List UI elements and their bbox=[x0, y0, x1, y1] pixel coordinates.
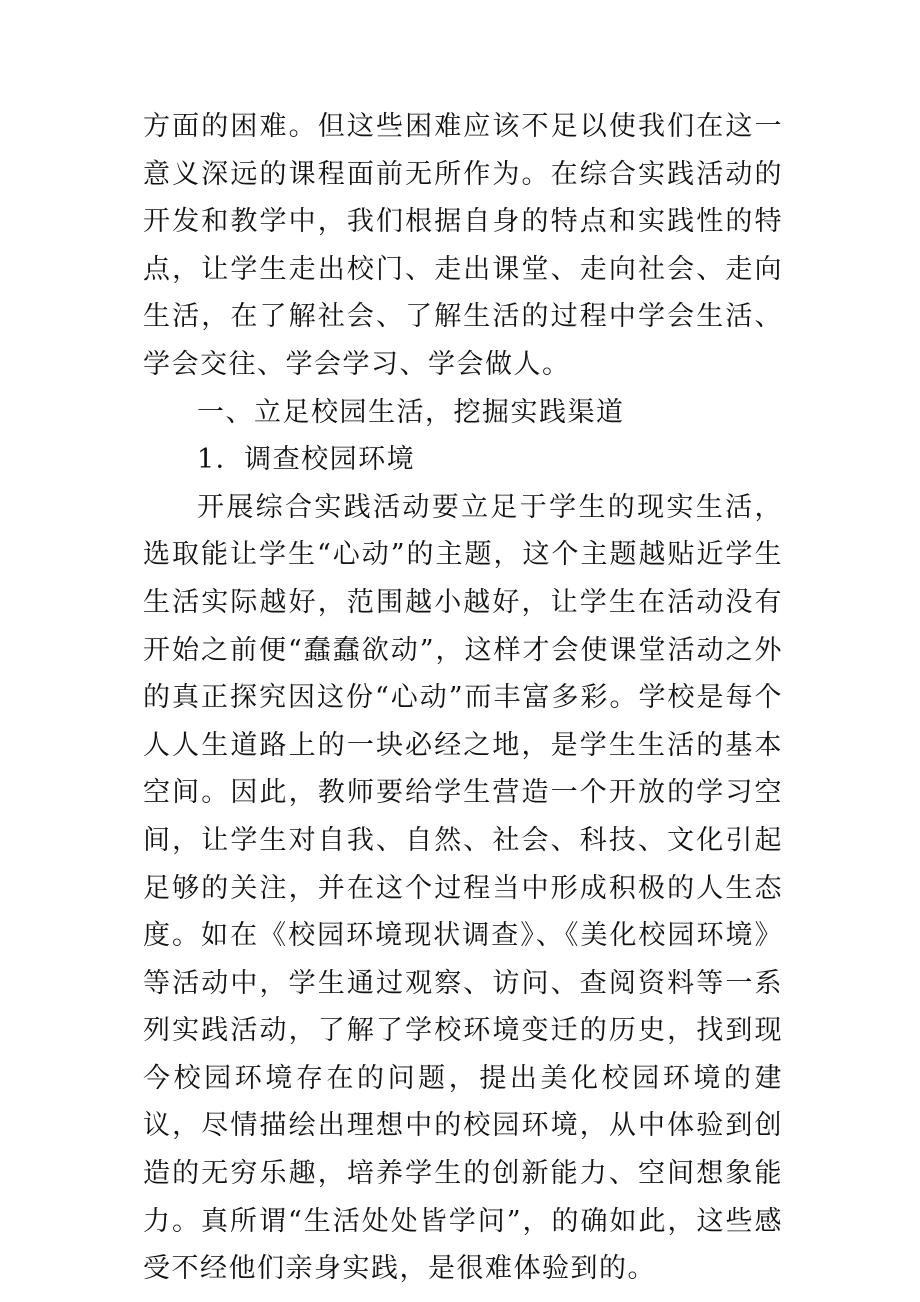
section-heading: 一、立足校园生活，挖掘实践渠道 bbox=[197, 396, 625, 428]
subsection-heading: 1．调查校园环境 bbox=[197, 444, 416, 476]
paragraph-intro-continuation: 方面的困难。但这些困难应该不足以使我们在这一意义深远的课程面前无所作为。在综合实践活动的开发和教学中，我们根据自身的特点和实践性的特点，让学生走出校门、走出课堂、走向社会、走向生活，在了解社会、了解生活的过程中学会生活、学会交往、学会学习、学会做人。 bbox=[143, 111, 783, 380]
paragraph-campus-environment: 开展综合实践活动要立足于学生的现实生活，选取能让学生“心动”的主题，这个主题越贴近学生生活实际越好，范围越小越好，让学生在活动没有开始之前便“蠢蠢欲动”，这样才会使课堂活动之外的真正探究因这份“心动”而丰富多彩。学校是每个人人生道路上的一块必经之地，是学生生活的基本空间。因此，教师要给学生营造一个开放的学习空间，让学生对自我、自然、社会、科技、文化引起足够的关注，并在这个过程当中形成积极的人生态度。如在《校园环境现状调查》、《美化校园环境》等活动中，学生通过观察、访问、查阅资料等一系列实践活动，了解了学校环境变迁的历史，找到现今校园环境存在的问题，提出美化校园环境的建议，尽情描绘出理想中的校园环境，从中体验到创造的无穷乐趣，培养学生的创新能力、空间想象能力。真所谓“生活处处皆学问”，的确如此，这些感受不经他们亲身实践，是很难体验到的。 bbox=[143, 491, 783, 1285]
document-body bbox=[143, 103, 783, 1293]
